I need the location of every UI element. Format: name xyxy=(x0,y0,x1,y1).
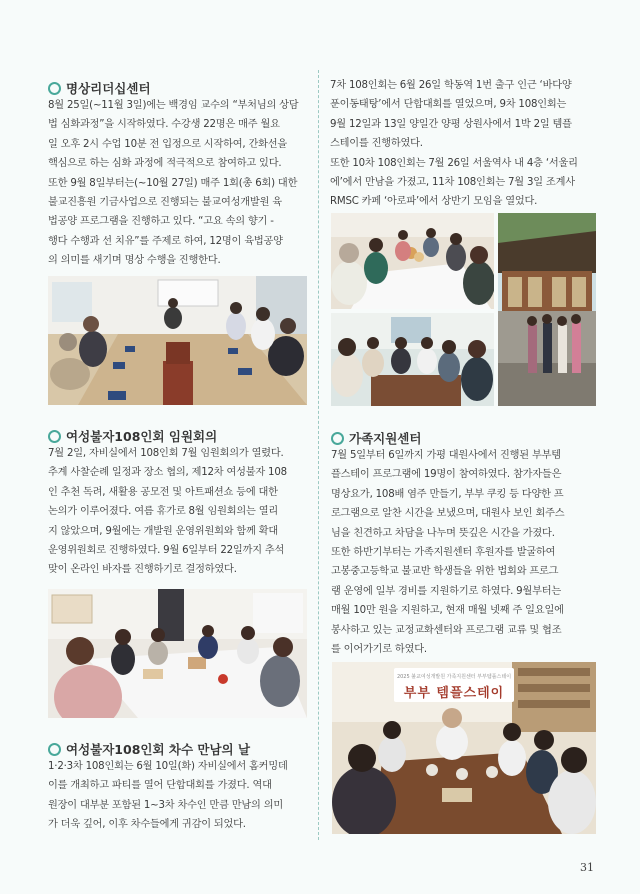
text-line: 법공양 프로그램을 진행하고 있다. “고요 속의 향기 - xyxy=(48,216,274,228)
banner-subtitle: 2025 불교여성개발원 가족지원센터 부부템플스테이 xyxy=(396,674,512,680)
circle-bullet-icon xyxy=(48,743,61,756)
meditation-room-photo xyxy=(48,276,307,405)
temple-group-photo xyxy=(498,213,596,406)
text-line: 램 운영에 일부 경비를 지원하기로 하였다. 9월부터는 xyxy=(331,585,562,597)
text-line: 맞이 온라인 바자를 진행하기로 결정하였다. xyxy=(48,564,237,576)
text-line: 1·2·3차 108인회는 6월 10일(화) 자비실에서 홈커밍데 xyxy=(48,761,288,772)
text-line: 운영위원회로 진행하였다. 9월 6일부터 22일까지 추석 xyxy=(48,545,285,557)
executive-meeting-photo xyxy=(48,589,307,718)
text-line: 님을 친견하고 차담을 나누며 뜻깊은 시간을 가졌다. xyxy=(331,527,555,539)
text-line: 논의가 이루어졌다. 여름 휴가로 8월 임원회의는 열리 xyxy=(48,506,279,518)
text-line: 이를 개최하고 파티를 열어 단합대회를 가졌다. 역대 xyxy=(48,780,272,792)
text-line: 또한 10차 108인회는 7월 26일 서울역사 내 4층 ‘서울리 xyxy=(330,157,578,169)
family-paragraph xyxy=(331,446,599,659)
section-title-text: 명상리더십센터 xyxy=(66,81,151,96)
meetup-continued-paragraph xyxy=(330,76,598,212)
circle-bullet-icon xyxy=(48,82,61,95)
text-line: 명상요가, 108배 염주 만들기, 부부 쿠킹 등 다양한 프 xyxy=(331,488,564,500)
text-line: 일 오후 2시 수업 10분 전 입정으로 시작하여, 간화선을 xyxy=(48,138,288,150)
text-line: 가 더욱 깊어, 이후 차수들에게 귀감이 되었다. xyxy=(48,819,246,831)
text-line: 7차 108인회는 6월 26일 학동역 1번 출구 인근 ‘바다양 xyxy=(330,80,572,91)
circle-bullet-icon xyxy=(48,430,61,443)
text-line: 플스테이 프로그램에 19명이 참여하였다. 참가자들은 xyxy=(331,469,562,481)
text-line: 푼이동태탕’에서 단합대회를 열었으며, 9차 108인회는 xyxy=(330,99,567,111)
text-line: 7월 2일, 자비실에서 108인회 7월 임원회의가 열렸다. xyxy=(48,448,284,459)
text-line: 봉사하고 있는 교정교화센터와 프로그램 교류 및 협조 xyxy=(331,624,562,636)
text-line: 핵심으로 하는 심화 과정에 적극적으로 참여하고 있다. xyxy=(48,158,282,170)
text-line: 의 의미를 새기며 명상 수행을 진행한다. xyxy=(48,255,221,267)
executive-paragraph xyxy=(48,444,310,580)
text-line: 원장이 대부분 포함된 1~3차 차수인 만큼 만남의 의미 xyxy=(48,799,283,811)
text-line: 불교진흥원 기금사업으로 진행되는 불교여성개발원 육 xyxy=(48,197,282,209)
section-title-meditation xyxy=(48,79,151,97)
text-line: 로그램으로 알찬 시간을 보냈으며, 대원사 보인 회주스 xyxy=(331,508,565,520)
section-title-text: 여성불자108인회 임원회의 xyxy=(66,429,218,444)
section-title-text: 여성불자108인회 차수 만남의 날 xyxy=(66,742,251,757)
meditation-paragraph xyxy=(48,96,310,271)
circle-bullet-icon xyxy=(331,432,344,445)
meetup-paragraph xyxy=(48,757,310,835)
section-title-text: 가족지원센터 xyxy=(349,431,422,446)
text-line: 매월 10만 원을 지원하고, 현재 매월 넷째 주 일요일에 xyxy=(331,605,564,617)
couple-templestay-photo xyxy=(332,662,596,834)
page-number: 31 xyxy=(580,861,594,874)
text-line: 스테이를 진행하였다. xyxy=(330,138,423,150)
text-line: 9월 12일과 13일 양일간 양평 상원사에서 1박 2일 템플 xyxy=(330,118,572,130)
text-line: 8월 25일(~11월 3일)에는 백경임 교수의 “부처님의 상담 xyxy=(48,100,299,111)
text-line: 7월 5일부터 6일까지 가평 대원사에서 진행된 부부템 xyxy=(331,450,561,461)
column-divider xyxy=(318,70,319,840)
text-line: 를 이어가기로 하였다. xyxy=(331,644,427,656)
section-title-family xyxy=(331,429,421,447)
section-title-executive xyxy=(48,427,217,445)
group-dinner-photo xyxy=(331,213,494,309)
section-title-meetup xyxy=(48,740,250,758)
text-line: RMSC 카페 ‘아로파’에서 상반기 모임을 열었다. xyxy=(330,196,538,208)
text-line: 행다 수행과 선 치유”를 주제로 하여, 12명이 육법공양 xyxy=(48,235,283,247)
text-line: 고봉중고등학교 불교반 학생들을 위한 법회와 프로그 xyxy=(331,566,559,578)
banner-title: 부부 템플스테이 xyxy=(403,686,505,701)
text-line: 또한 하반기부터는 가족지원센터 후원자를 발굴하여 xyxy=(331,547,556,559)
text-line: 추계 사찰순례 일정과 장소 협의, 제12차 여성불자 108 xyxy=(48,467,287,479)
templestay-banner xyxy=(394,668,514,702)
text-line: 또한 9월 8일부터는(~10월 27일) 매주 1회(총 6회) 대한 xyxy=(48,177,298,189)
text-line: 인 추천 독려, 새활용 공모전 및 아트패션쇼 등에 대한 xyxy=(48,486,278,498)
text-line: 에’에서 만남을 가졌고, 11차 108인회는 7월 3일 조계사 xyxy=(330,177,575,189)
cafe-gathering-photo xyxy=(331,313,494,406)
text-line: 법 심화과정”을 시작하였다. 수강생 22명은 매주 월요 xyxy=(48,119,280,131)
text-line: 지 않았으며, 9월에는 개발원 운영위원회와 함께 확대 xyxy=(48,525,279,537)
